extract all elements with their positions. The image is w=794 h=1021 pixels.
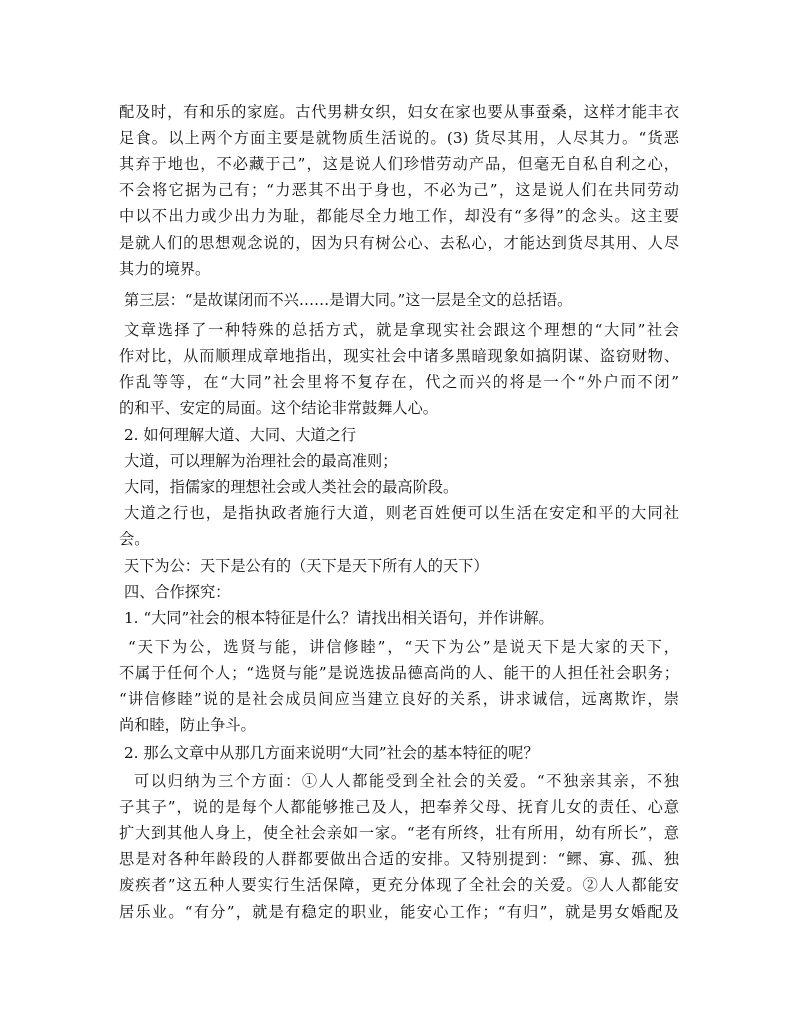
section-heading: 第三层：“是故谋闭而不兴……是谓大同。”这一层是全文的总括语。 [124, 291, 573, 309]
text-line: 足食。以上两个方面主要是就物质生活说的。(3) 货尽其用，人尽其力。“货恶 [119, 129, 679, 147]
text-line: 会。 [119, 530, 150, 548]
section-heading: 四、合作探究： [124, 583, 231, 601]
text-line: “天下为公，选贤与能，讲信修睦”，“天下为公”是说天下是大家的天下， [128, 638, 679, 656]
text-line: “讲信修睦”说的是社会成员间应当建立良好的关系，讲求诚信，远离欺诈，崇 [119, 690, 679, 708]
text-line: 废疾者”这五种人要实行生活保障，更充分体现了全社会的关爱。②人人都能安 [119, 876, 679, 894]
question-heading: 1. “大同”社会的根本特征是什么？请找出相关语句，并作讲解。 [124, 609, 554, 627]
text-line: 不属于任何个人；“选贤与能”是说选拔品德高尚的人、能干的人担任社会职务； [119, 664, 679, 682]
text-line: 居乐业。“有分”，就是有稳定的职业，能安心工作；“有归”，就是男女婚配及 [119, 903, 679, 921]
text-line: 尚和睦，防止争斗。 [119, 716, 256, 734]
text-line: 中以不出力或少出力为耻，都能尽全力地工作，却没有“多得”的念头。这主要 [119, 207, 679, 225]
text-line: 子其子”，说的是每个人都能够推己及人，把奉养父母、抚育儿女的责任、心意 [119, 798, 679, 816]
text-line: 其弃于地也，不必藏于己”，这是说人们珍惜劳动产品，但毫无自私自利之心， [119, 155, 679, 173]
text-line: 其力的境界。 [119, 260, 211, 278]
text-line: 的和平、安定的局面。这个结论非常鼓舞人心。 [119, 399, 438, 417]
text-line: 是就人们的思想观念说的，因为只有树公心、去私心，才能达到货尽其用、人尽 [119, 234, 679, 252]
question-heading: 2. 如何理解大道、大同、大道之行 [124, 426, 356, 444]
text-line: 作对比，从而顺理成章地指出，现实社会中诸多黑暗现象如搞阴谋、盗窃财物、 [119, 347, 679, 365]
text-line: 天下为公：天下是公有的（天下是天下所有人的天下） [124, 557, 489, 575]
text-line: 大同，指儒家的理想社会或人类社会的最高阶段。 [124, 478, 459, 496]
question-heading: 2. 那么文章中从那几方面来说明“大同”社会的基本特征的呢？ [124, 744, 539, 762]
text-line: 大道，可以理解为治理社会的最高准则； [124, 452, 398, 470]
text-line: 扩大到其他人身上，使全社会亲如一家。“老有所终，壮有所用，幼有所长”，意 [119, 824, 679, 842]
text-line: 大道之行也，是指执政者施行大道，则老百姓便可以生活在安定和平的大同社 [124, 504, 679, 522]
text-line: 作乱等等，在“大同”社会里将不复存在，代之而兴的将是一个“外户而不闭” [119, 373, 679, 391]
text-line: 文章选择了一种特殊的总括方式，就是拿现实社会跟这个理想的“大同”社会 [124, 321, 679, 339]
text-line: 可以归纳为三个方面：①人人都能受到全社会的关爱。“不独亲其亲，不独 [134, 772, 679, 790]
text-line: 思是对各种年龄段的人群都要做出合适的安排。又特别提到：“鳏、寡、孤、独 [119, 850, 679, 868]
text-line: 配及时，有和乐的家庭。古代男耕女织，妇女在家也要从事蚕桑，这样才能丰衣 [119, 103, 679, 121]
text-line: 不会将它据为己有；“力恶其不出于身也，不必为己”，这是说人们在共同劳动 [119, 181, 679, 199]
